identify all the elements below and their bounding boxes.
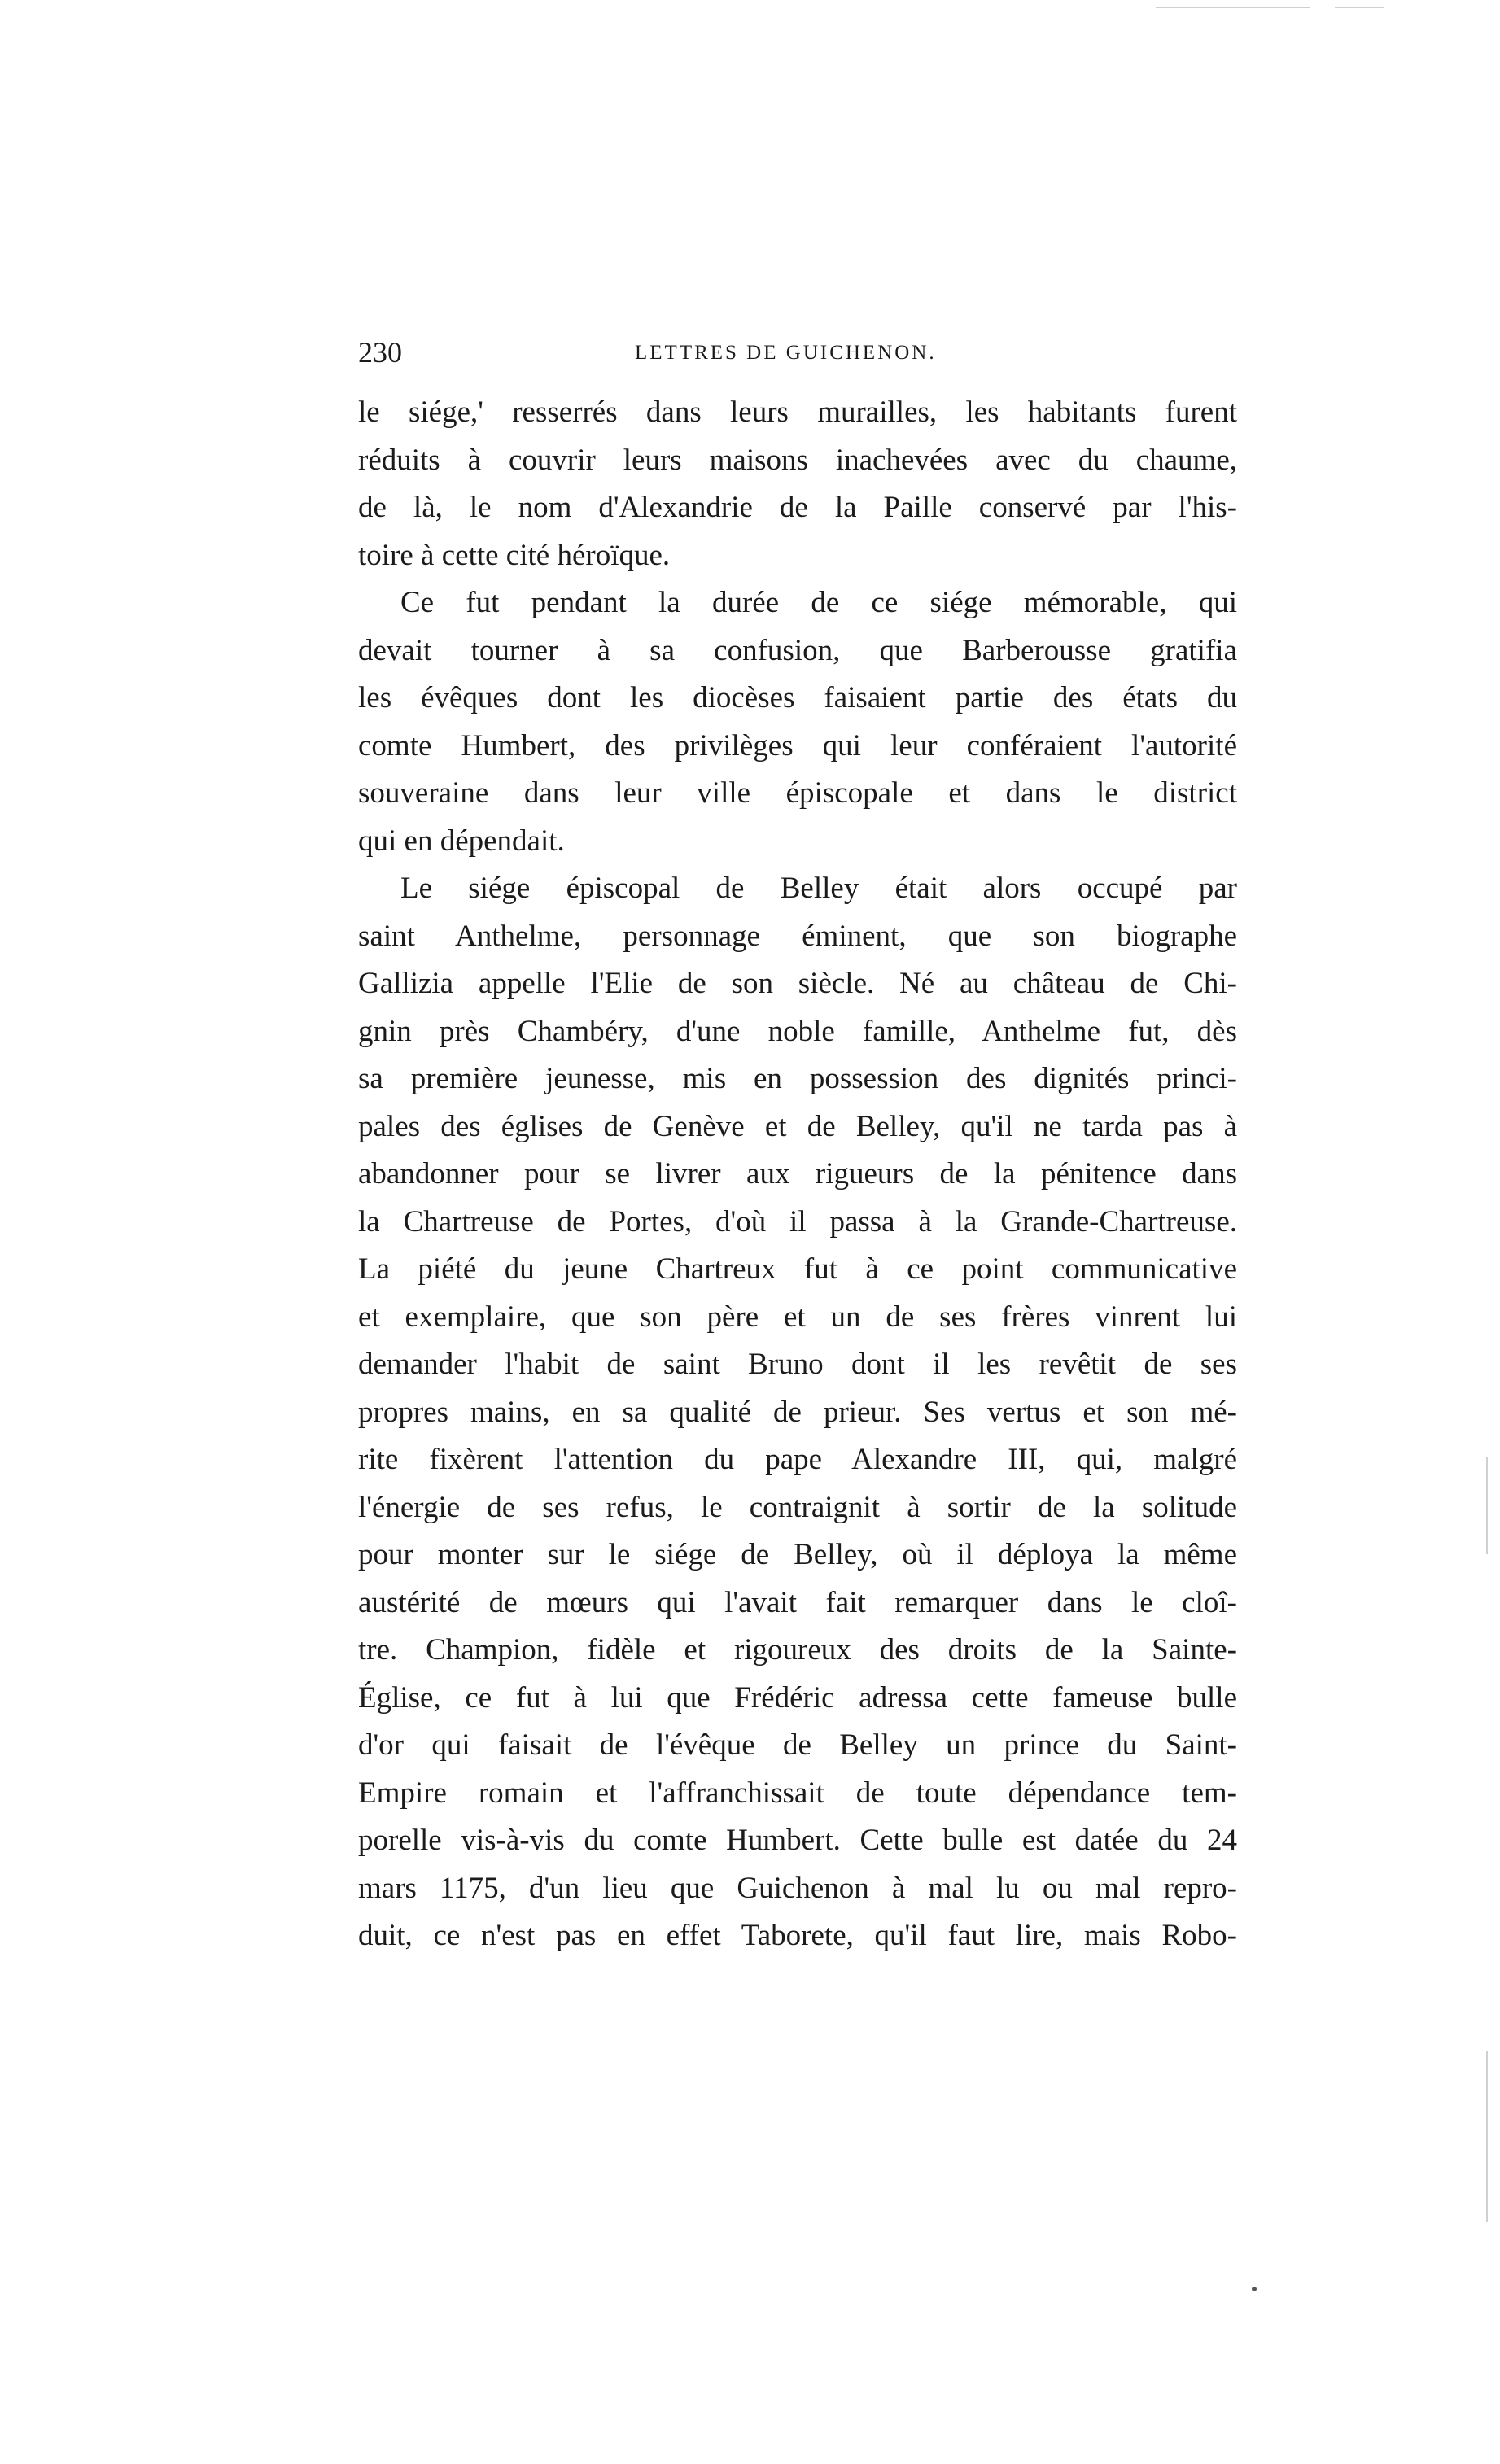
text-line: duit, ce n'est pas en effet Taborete, qu'il faut lire, mais Robo- [358, 1919, 1237, 1952]
text-line: de là, le nom d'Alexandrie de la Paille conservé par l'his- [358, 491, 1237, 524]
scan-artifact-line [1486, 1457, 1488, 1554]
text-line: porelle vis-à-vis du comte Humbert. Cette bulle est datée du 24 [358, 1824, 1237, 1857]
text-line: réduits à couvrir leurs maisons inachevées avec du chaume, [358, 443, 1237, 477]
text-line: comte Humbert, des privilèges qui leur conféraient l'autorité [358, 728, 1237, 762]
text-line: Le siége épiscopal de Belley était alors occupé par [400, 872, 1237, 905]
text-line: devait tourner à sa confusion, que Barberousse gratifia [358, 633, 1237, 667]
text-line: pales des églises de Genève et de Belley, qu'il ne tarda pas à [358, 1109, 1237, 1143]
text-line: Église, ce fut à lui que Frédéric adressa cette fameuse bulle [358, 1680, 1237, 1715]
scan-artifact-rule [1156, 7, 1310, 8]
text-line: propres mains, en sa qualité de prieur. Ses vertus et son mé- [358, 1395, 1237, 1429]
text-line: les évêques dont les diocèses faisaient partie des états du [358, 681, 1237, 714]
text-line: rite fixèrent l'attention du pape Alexandre III, qui, malgré [358, 1443, 1237, 1476]
text-line: La piété du jeune Chartreux fut à ce point communicative [358, 1252, 1237, 1286]
running-head: LETTRES DE GUICHENON. [635, 342, 937, 364]
text-line: sa première jeunesse, mis en possession des dignités princi- [358, 1062, 1237, 1095]
scan-artifact-dot [1252, 2287, 1257, 2291]
text-line: d'or qui faisait de l'évêque de Belley un prince du Saint- [358, 1728, 1237, 1762]
text-line: l'énergie de ses refus, le contraignit à sortir de la solitude [358, 1490, 1237, 1524]
text-line: Gallizia appelle l'Elie de son siècle. Né au château de Chi- [358, 967, 1237, 1000]
text-line: le siége,' resserrés dans leurs murailles, les habitants furent [358, 395, 1237, 429]
text-line: souveraine dans leur ville épiscopale et dans le district [358, 776, 1237, 810]
text-line: et exemplaire, que son père et un de ses frères vinrent lui [358, 1300, 1237, 1334]
scan-artifact-line [1486, 2051, 1488, 2222]
scan-artifact-rule [1335, 7, 1384, 8]
page-header [358, 332, 1237, 373]
text-line: Empire romain et l'affranchissait de toute dépendance tem- [358, 1776, 1237, 1810]
text-line: la Chartreuse de Portes, d'où il passa à la Grande-Chartreuse. [358, 1204, 1237, 1239]
text-line: austérité de mœurs qui l'avait fait remarquer dans le cloî- [358, 1585, 1237, 1619]
text-line: tre. Champion, fidèle et rigoureux des droits de la Sainte- [358, 1633, 1237, 1667]
text-line: demander l'habit de saint Bruno dont il les revêtit de ses [358, 1348, 1237, 1381]
text-line: mars 1175, d'un lieu que Guichenon à mal lu ou mal repro- [358, 1871, 1237, 1905]
text-line: qui en dépendait. [358, 824, 565, 858]
text-line: saint Anthelme, personnage éminent, que son biographe [358, 919, 1237, 953]
text-line: toire à cette cité héroïque. [358, 538, 671, 572]
page-number: 230 [358, 336, 402, 369]
text-line: gnin près Chambéry, d'une noble famille, Anthelme fut, dès [358, 1014, 1237, 1048]
text-line: abandonner pour se livrer aux rigueurs de la pénitence dans [358, 1157, 1237, 1190]
body-text [358, 389, 1237, 1960]
text-line: pour monter sur le siége de Belley, où il déploya la même [358, 1538, 1237, 1571]
text-line: Ce fut pendant la durée de ce siége mémorable, qui [400, 586, 1237, 619]
